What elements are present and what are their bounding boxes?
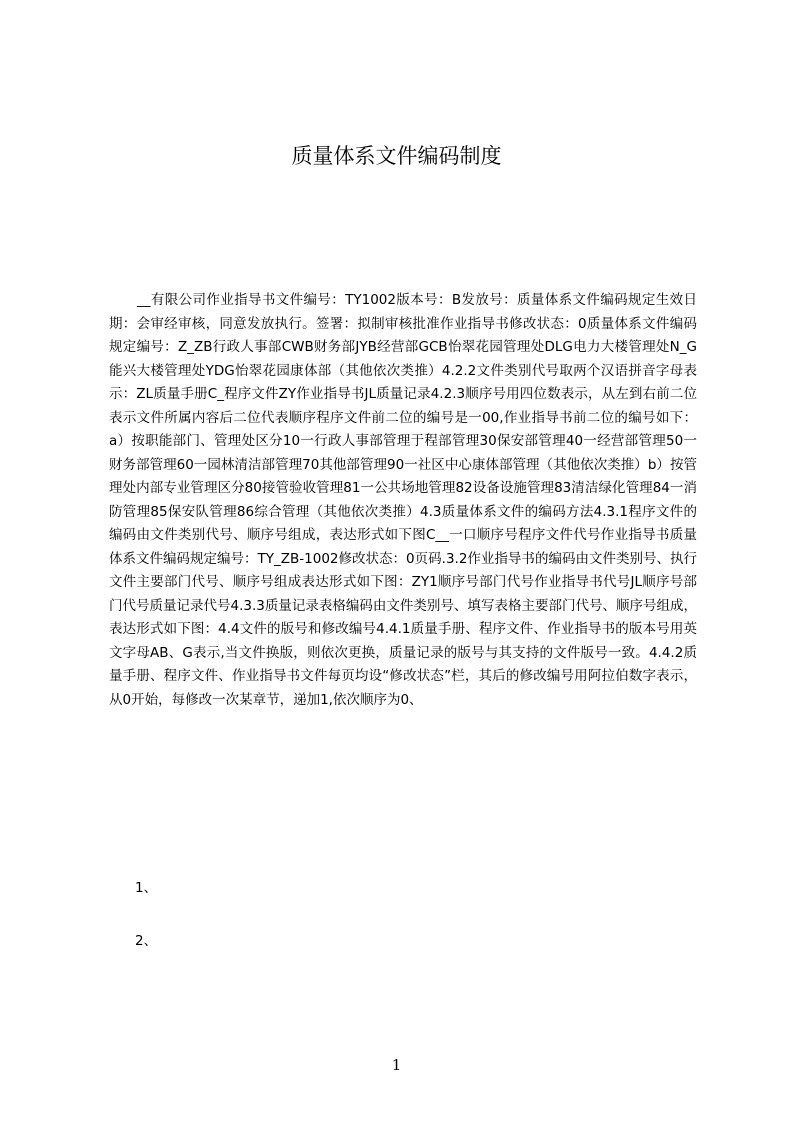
body-paragraph: __有限公司作业指导书文件编号：TY1002版本号：B发放号：质量体系文件编码规定生效日期：会审经审核，同意发放执行。签署：拟制审核批准作业指导书修改状态：0质量体系文件编码规定编号：Z_ZB行政人事部CWB财务部JYB经营部GCB怡翠花园管理处DLG电力大楼管理处N_G能兴大楼管理处YDG怡翠花园康体部（其他依次类推）4.2.2文件类别代号取两个汉语拼音字母表示：ZL质量手册C_程序文件ZY作业指导书JL质量记录4.2.3顺序号用四位数表示，从左到右前二位表示文件所属内容后二位代表顺序程序文件前二位的编号是一00,作业指导书前二位的编号如下：a）按职能部门、管理处区分10一行政人事部管理于程部管理30保安部管理40一经营部管理50一财务部管理60一园林清洁部管理70其他部管理90一社区中心康体部管理（其他依次类推）b）按管理处内部专业管理区分80接管验收管理81一公共场地管理82设备设施管理83清洁绿化管理84一消防管理85保安队管理86综合管理（其他依次类推）4.3质量体系文件的编码方法4.3.1程序文件的编码由文件类别代号、顺序号组成，表达形式如下图C__一口顺序号程序文件代号作业指导书质量体系文件编码规定编号：TY_ZB-1002修改状态：0页码.3.2作业指导书的编码由文件类别号、执行文件主要部门代号、顺序号组成表达形式如下图：ZY1顺序号部门代号作业指导书代号JL顺序号部门代号质量记录代号4.3.3质量记录表格编码由文件类别号、填写表格主要部门代号、顺序号组成，表达形式如下图：4.4文件的版号和修改编号4.4.1质量手册、程序文件、作业指导书的版本号用英文字母AB、G表示,当文件换版，则依次更换，质量记录的版号与其支持的文件版号一致。4.4.2质量手册、程序文件、作业指导书文件每页均设“修改状态”栏，其后的修改编号用阿拉伯数字表示，从0开始，每修改一次某章节，递加1,依次顺序为0、 — [109, 292, 697, 708]
page-number: 1 — [391, 1056, 402, 1074]
list-item-1: 1、 — [135, 880, 158, 896]
list-item-2: 2、 — [135, 933, 158, 949]
document-title: 质量体系文件编码制度 — [291, 144, 502, 168]
